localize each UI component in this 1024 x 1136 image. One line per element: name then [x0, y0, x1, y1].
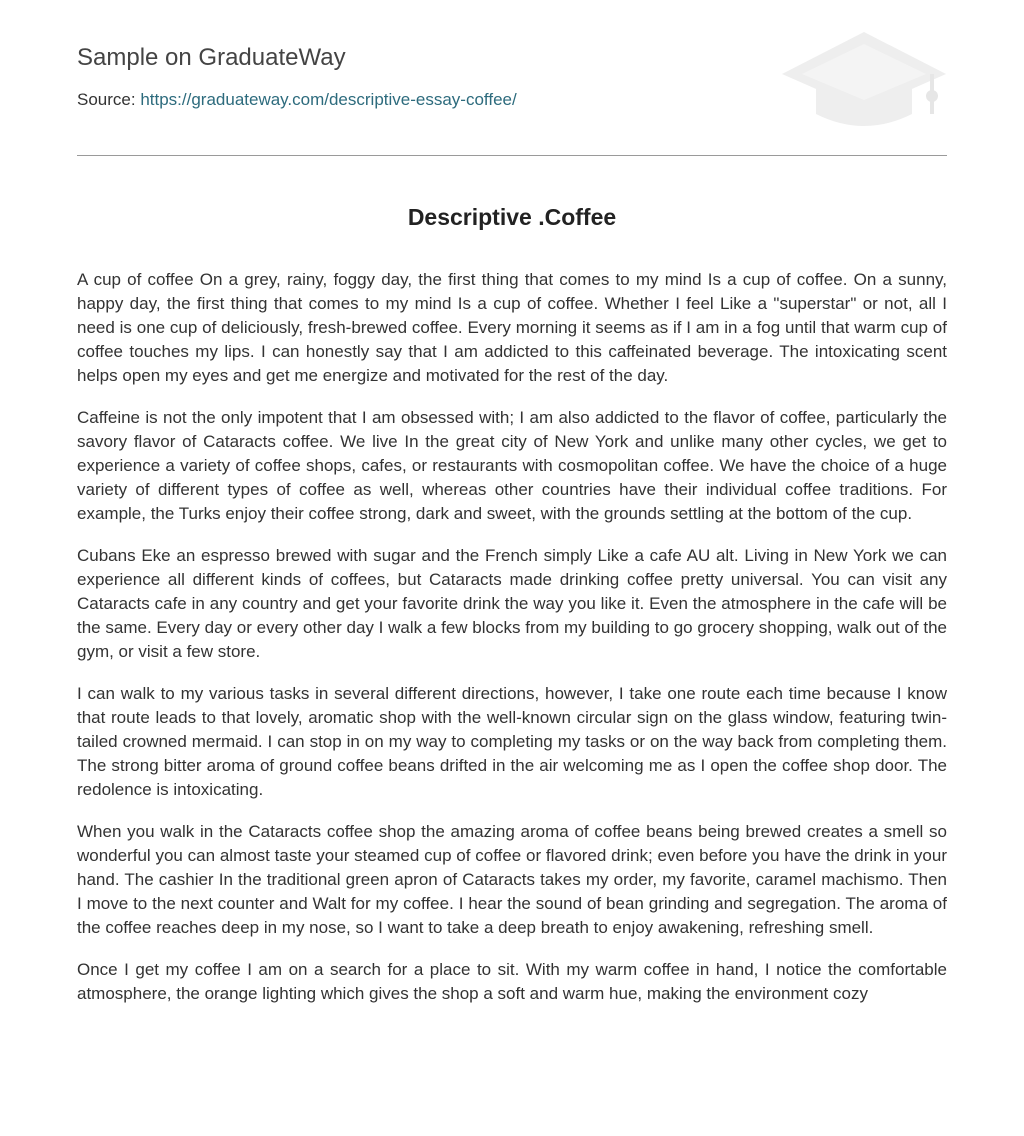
source-line — [77, 90, 517, 110]
site-title: Sample on GraduateWay — [77, 44, 346, 71]
paragraph: A cup of coffee On a grey, rainy, foggy day, the first thing that comes to my mind Is a cup of coffee. On a sunny, happy day, the first thing that comes to my mind Is a cup of coffee. Whether I feel Like a "superstar" or not, all I need is one cup of deliciously, fresh-brewed coffee. Every morning it seems as if I am in a fog until that warm cup of coffee touches my lips. I can honestly say that I am addicted to this caffeinated beverage. The intoxicating scent helps open my eyes and get me energize and motivated for the rest of the day. — [77, 270, 947, 385]
document-title: Descriptive .Coffee — [407, 204, 617, 230]
source-link[interactable]: https://graduateway.com/descriptive-essay-coffee/ — [140, 90, 517, 109]
graduation-cap-icon — [780, 30, 948, 134]
paragraph: Caffeine is not the only impotent that I am obsessed with; I am also addicted to the flavor of coffee, particularly the savory flavor of Cataracts coffee. We live In the great city of New York and unlike many other cycles, we get to experience a variety of coffee shops, cafes, or restaurants with cosmopolitan coffee. We have the choice of a huge variety of different types of coffee as well, whereas other countries have their individual coffee traditions. For example, the Turks enjoy their coffee strong, dark and sweet, with the grounds settling at the bottom of the cup. — [77, 408, 947, 523]
paragraph: When you walk in the Cataracts coffee shop the amazing aroma of coffee beans being brewed creates a smell so wonderful you can almost taste your steamed cup of coffee or flavored drink; even before you have the drink in your hand. The cashier In the traditional green apron of Cataracts takes my order, my favorite, caramel machismo. Then I move to the next counter and Walt for my coffee. I hear the sound of bean grinding and segregation. The aroma of the coffee reaches deep in my nose, so I want to take a deep breath to enjoy awakening, refreshing smell. — [77, 822, 947, 937]
source-label: Source: — [77, 90, 141, 109]
paragraph: Once I get my coffee I am on a search for a place to sit. With my warm coffee in hand, I notice the comfortable atmosphere, the orange lighting which gives the shop a soft and warm hue, making the environment cozy — [77, 960, 947, 1003]
paragraph: Cubans Eke an espresso brewed with sugar and the French simply Like a cafe AU alt. Living in New York we can experience all different kinds of coffees, but Cataracts made drinking coffee pretty universal. You can visit any Cataracts cafe in any country and get your favorite drink the way you like it. Even the atmosphere in the cafe will be the same. Every day or every other day I walk a few blocks from my building to go grocery shopping, walk out of the gym, or visit a few store. — [77, 546, 947, 661]
paragraph: I can walk to my various tasks in several different directions, however, I take one route each time because I know that route leads to that lovely, aromatic shop with the well-known circular sign on the glass window, featuring twin- tailed crowned mermaid. I can stop in on my way to completing my tasks or on the way back from completing them. The strong bitter aroma of ground coffee beans drifted in the air welcoming me as I open the coffee shop door. The redolence is intoxicating. — [77, 684, 947, 799]
header-divider — [77, 155, 947, 156]
page-header — [77, 0, 947, 156]
essay-body — [77, 268, 947, 1024]
